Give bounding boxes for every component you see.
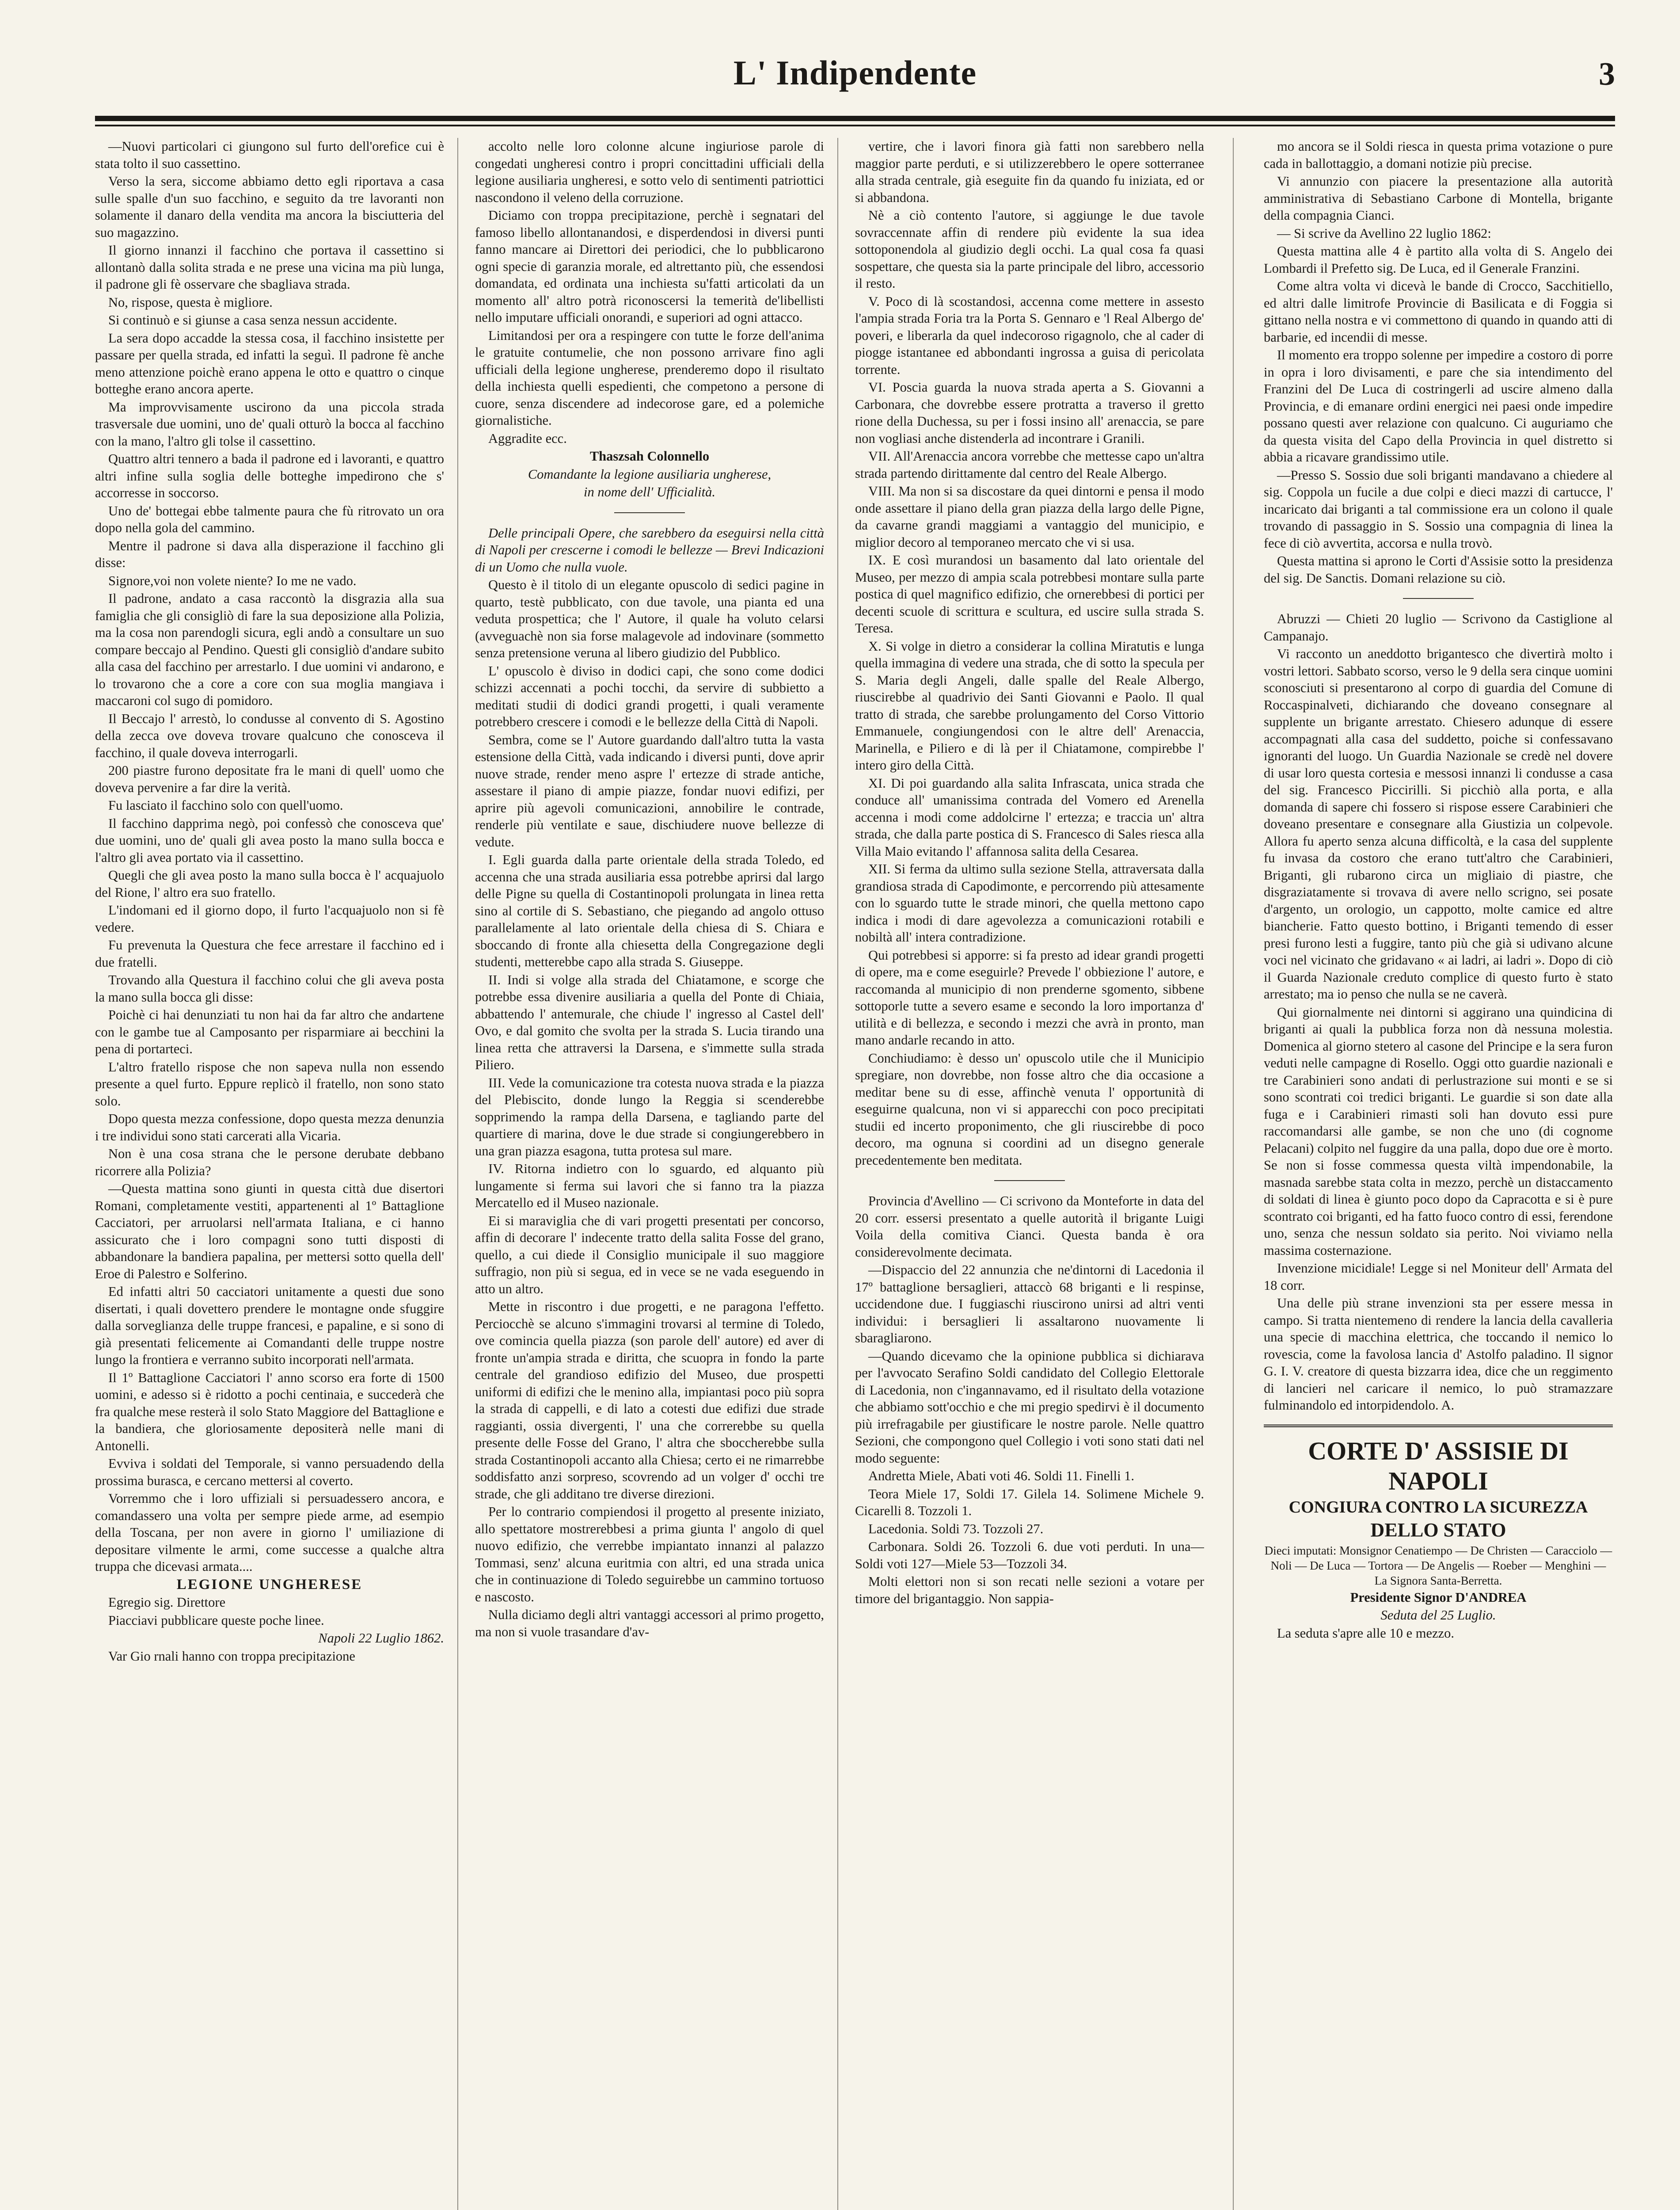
paragraph: Questa mattina alle 4 è partito alla volta di S. Angelo dei Lombardi il Prefetto sig. De Luca, ed il Generale Franzini.: [1264, 244, 1613, 276]
paragraph: accolto nelle loro colonne alcune ingiuriose parole di congedati ungheresi contro i propri concittadini ufficiali della legione ausiliaria ungheresi, e sotto velo di sentimenti patriottici nascondono il veleno della corruzione.: [475, 139, 824, 205]
paragraph: Si continuò e si giunse a casa senza nessun accidente.: [108, 312, 397, 328]
signature-name: Thaszsah Colonnello: [589, 449, 710, 464]
paragraph: Var Gio rnali hanno con troppa precipitazione: [108, 1648, 355, 1664]
paragraph: I. Egli guarda dalla parte orientale della strada Toledo, ed accenna che una strada ausiliaria essa potrebbe aprirsi dal largo delle Pigne su quella di Costantinopoli prolungata in linea retta sino al cortile di S. Sebastiano, che piegando ad angolo ottuso parallelamente al lato orientale della chiesa di S. Chiara e sboccando di fronte alla chiesetta della Congregazione degli studenti, metterebbe capo alla strada S. Giuseppe.: [475, 852, 824, 969]
paragraph: Il 1º Battaglione Cacciatori l' anno scorso era forte di 1500 uomini, e adesso si è ridotto a pochi centinaia, e succederà che fra qualche mese resterà il solo Stato Maggiore del Battaglione e la bandiera, che gloriosamente depositerà nelle mani di Antonelli.: [95, 1370, 444, 1453]
paragraph: IV. Ritorna indietro con lo sguardo, ed alquanto più lungamente si ferma sui lavori che si fanno tra la piazza Mercatello ed il Museo nazionale.: [475, 1161, 824, 1210]
paragraph: IX. E così murandosi un basamento dal lato orientale del Museo, per mezzo di ampia scala potrebbesi montare sulla parte postica di quel magnifico edifizio, che ornerebbesi di portici per decenti scuole di scrittura e scultura, ed uscire sulla strada S. Teresa.: [855, 552, 1204, 636]
column-4: [1264, 138, 1613, 2210]
paragraph: Verso la sera, siccome abbiamo detto egli riportava a casa sulle spalle d'un suo facchino, e seguito da tre lavoranti non solamente il danaro della vendita ma ancora la bisciutteria del suo magazzino.: [95, 174, 444, 240]
paragraph: 200 piastre furono depositate fra le mani di quell' uomo che doveva pervenire a far dire la verità.: [95, 763, 444, 795]
paragraph: Quattro altri tennero a bada il padrone ed i lavoranti, e quattro altri infine sulla soglia delle botteghe impedirono che s' accorresse in soccorso.: [95, 451, 444, 500]
paragraph: Invenzione micidiale! Legge si nel Moniteur dell' Armata del 18 corr.: [1264, 1261, 1613, 1293]
paragraph: Sembra, come se l' Autore guardando dall'altro tutta la vasta estensione della Città, vada indicando i diversi punti, dove aprir nuove strade, render meno aspre l' ertezze di strade antiche, assestare il piano di ampie piazze, fondar nuovi edifizi, per aprire più agevoli comunicazioni, annobilire le contrade, renderle più ventilate e saue, dischiudere nuove bellezze di vedute.: [475, 732, 824, 850]
paragraph: —Dispaccio del 22 annunzia che ne'dintorni di Lacedonia il 17º battaglione bersaglieri, attaccò 68 briganti e li respinse, uccidendone due. I fuggiaschi riuscirono unirsi ad altri venti individui: i bersaglieri li assaltarono nuovamente li sbaragliarono.: [855, 1262, 1204, 1345]
defendants-list: Dieci imputati: Monsignor Cenatiempo — De Christen — Caracciolo — Noli — De Luca — Tortora — De Angelis — Roeber — Menghini — La Signora Santa-Berretta.: [1264, 1543, 1612, 1587]
paragraph: X. Si volge in dietro a considerar la collina Miratutis e lunga quella immagina di vedere una strada, che di sotto la specula per S. Maria degli Angeli, dalle spalle del Reale Albergo, riuscirebbe al quadrivio dei Santi Giovanni e Paolo. Il qual tratto di strada, che sarebbe prolungamento del Corso Vittorio Emmanuele, congiungendosi con le altre dell' Arenaccia, Marinella, e Piliero e di là per il Chiatamone, compirebbe l' intero giro della Città.: [855, 638, 1204, 773]
paragraph: Conchiudiamo: è desso un' opuscolo utile che il Municipio spregiare, non dovrebbe, non fosse altro che dia occasione a meditar bene su di esse, affinchè venuta l' opportunità di eseguirne qualcuna, non vi si apparecchi con poco precipitati studii ed incerto proponimento, che gli riuscirebbe di poco decoro, ma ognuna si coordini ad un disegno generale precedentemente ben meditata.: [855, 1050, 1204, 1168]
paragraph: VII. All'Arenaccia ancora vorrebbe che mettesse capo un'altra strada partendo dirittamente dal centro del Reale Albergo.: [855, 449, 1204, 481]
paragraph: Vi annunzio con piacere la presentazione alla autorità amministrativa di Sebastiano Carbone di Montella, brigante della compagnia Cianci.: [1264, 174, 1613, 223]
court-president: Presidente Signor D'ANDREA: [1350, 1589, 1527, 1605]
paragraph: Non è una cosa strana che le persone derubate debbano ricorrere alla Polizia?: [95, 1146, 444, 1178]
paragraph: Qui potrebbesi si apporre: si fa presto ad idear grandi progetti di opere, ma e come eseguirle? Prevede l' obbiezione l' autore, e raccomanda al municipio di non prenderne sgomento, sibbene sottoporle tutte a severo esame e secondo la loro importanza d' utilità e di bellezza, e secondo i mezzi che avrà in pronto, man mano andarle recando in atto.: [855, 947, 1204, 1048]
paragraph: Poichè ci hai denunziati tu non hai da far altro che andartene con le gambe tue al Camposanto per risparmiare ai becchini la pena di portarteci.: [95, 1007, 444, 1056]
court-heading: CORTE D' ASSISIE DI NAPOLI: [1308, 1436, 1569, 1495]
paragraph: —Presso S. Sossio due soli briganti mandavano a chiedere al sig. Coppola un fucile a due colpi e dieci mazzi di cartucce, l' incaricato dai briganti a tal commissione era un colono il quale trovando di passaggio in S. Sossio una compagnia di linea la fece di ciò avvertita, accorsa e nulla trovò.: [1264, 467, 1613, 551]
column-1: [95, 138, 444, 2210]
paragraph: II. Indi si volge alla strada del Chiatamone, e scorge che potrebbe essa divenire ausiliaria a quella del Ponte di Chiaia, abbattendo l' antemurale, che chiude l' ingresso al Castel dell' Ovo, e dal gomito che svolta per la strada S. Lucia tirando una linea retta che attraversi la Darsena, e s'immette sulla strada Piliero.: [475, 972, 824, 1072]
paragraph: III. Vede la comunicazione tra cotesta nuova strada e la piazza del Plebiscito, donde lungo la Reggia si scenderebbe sopprimendo la rampa della Darsena, e tagliando parte del quartiere di marina, dove le due strade si congiungerebbero in una gran piazza esagona, tutta protesa sul mare.: [475, 1075, 824, 1158]
paragraph: Nulla diciamo degli altri vantaggi accessori al primo progetto, ma non si vuole trasandare d'av-: [475, 1607, 824, 1639]
paragraph: Il momento era troppo solenne per impedire a costoro di porre in opra i loro divisamenti, e pare che sia intendimento del Franzini del De Luca di costringerli ad uscire almeno dalla Provincia, e di emanare ordini energici nei paesi onde impedire possano questi aver relazione con qualcuno. Ci auguriamo che da questa visita del Capo della Provincia in quel distretto si abbia a ricavare grandissimo utile.: [1264, 347, 1613, 465]
paragraph: L'indomani ed il giorno dopo, il furto l'acquajuolo non si fè vedere.: [95, 903, 444, 935]
header-rule-thin: [95, 125, 1615, 126]
paragraph: Il Beccajo l' arrestò, lo condusse al convento di S. Agostino della zecca ove doveva trovare qualcuno che conosceva il facchino, il quale doveva interrogarli.: [95, 711, 444, 760]
paragraph: Vi racconto un aneddotto brigantesco che divertirà molto i vostri lettori. Sabbato scorso, verso le 9 della sera cinque uomini sconosciuti si presentarono al corpo di guardia del Comune di Roccaspinalveti, dichiarando che doveano consegnare al supplente un brigante arrestato. Chiesero adunque di essere accompagnati alla casa del suddetto, poiche si confessavano ignoranti del luogo. Un Guardia Nazionale se credè nel dovere di usar loro questa cortesia e messosi innanzi li condusse a casa del sig. Francesco Piccirilli. Si picchiò alla porta, e alla domanda di sapere chi fossero si rispose essere Carabinieri che doveano presentare e consegnare alla Giustizia un colpevole. Allora fu aperto senza alcuna difficoltà, e la casa del supplente fu invasa da costoro che erano tutt'altro che Carabinieri, Briganti, gli rubarono circa un migliaio di piastre, che disgraziatamente si trovava di avere nello scrigno, sei posate d'argento, un orologio, un cappotto, molte camice ed altre biancherie. Fatto questo bottino, i Briganti temendo di esser presi furono lesti a fuggire, tanto più che già si udivano alcune voci nel vicinato che gridavano « ai ladri, ai ladri ». Dopo di ciò il Guarda Nazionale creduto complice di questo furto è stato arrestato; ma io penso che nulla se ne caverà.: [1264, 646, 1613, 1002]
section-heading: LEGIONE UNGHERESE: [176, 1576, 363, 1593]
paragraph: Qui giornalmente nei dintorni si aggirano una quindicina di briganti ai quali la pubblica forza non dà nessuna molestia. Domenica al giorno stetero al casone del Principe e la sera furon veduti nelle campagne di Rosello. Oggi otto guardie nazionali e tre Carabinieri sono andati di perlustrazione sui monti e se si sono scontrati coi tredici briganti. Le guardie si son date alla fuga e i Carabinieri rimasti soli han dovuto essi pure raccomandarsi alle gambe, se non che uno (di cognome Pelacani) colpito nel fuggire da una palla, dopo due ore è morto. Se non si fosse commessa questa viltà impendonabile, la masnada sarebbe stata colta in mezzo, perchè un distaccamento di soldati di linea è giunto poco dopo da Capracotta e si è pure scontrato coi briganti, ed ha fatto fuoco contro di essi, ferendone uno, senza che nessun soldato sia perito. Noi viviamo nella massima costernazione.: [1264, 1004, 1613, 1258]
paragraph: Lacedonia. Soldi 73. Tozzoli 27.: [868, 1521, 1044, 1536]
paragraph: Molti elettori non si son recati nelle sezioni a votare per timore del brigantaggio. Non sappia-: [855, 1574, 1204, 1606]
paragraph: Come altra volta vi dicevà le bande di Crocco, Sacchitiello, ed altri dalle limitrofe Provincie di Basilicata e di Foggia si gittano nella nostra e vi commettono di quando in quando atti di barbarie, ed incendii di messe.: [1264, 278, 1613, 345]
court-subheading: DELLO STATO: [1370, 1519, 1506, 1541]
paragraph: Questa mattina si aprono le Corti d'Assisie sotto la presidenza del sig. De Sanctis. Domani relazione su ciò.: [1264, 553, 1613, 586]
column-divider: [1233, 138, 1234, 2210]
column-divider: [457, 138, 458, 2210]
paragraph: XII. Si ferma da ultimo sulla sezione Stella, attraversata dalla grandiosa strada di Capodimonte, e percorrendo più attesamente con lo sguardo tutte le strade minori, che quella mettono capo indica i modi di dare agevolezza a comunicazioni rotabili e nobiltà all' intera contradizione.: [855, 861, 1204, 945]
paragraph: Il facchino dapprima negò, poi confessò che conosceva que' due uomini, uno de' quali gli avea posto la mano sulla bocca e l'altro gli avea portato via il cassettino.: [95, 815, 444, 865]
paragraph: Una delle più strane invenzioni sta per essere messa in campo. Si tratta nientemeno di rendere la lancia della cavalleria una specie di macchina elettrica, che toccando il nemico lo rovescia, come la favolosa lancia d' Astolfo paladino. Il signor G. I. V. creatore di questa bizzarra idea, dice che un reggimento di lancieri nel caricare il nemico, lo può stramazzare fulminandolo ed intorpidendolo. A.: [1264, 1296, 1613, 1413]
session-date: Seduta del 25 Luglio.: [1380, 1608, 1496, 1623]
double-divider: [1264, 1425, 1613, 1427]
column-3: [855, 138, 1204, 2210]
paragraph: L'altro fratello rispose che non sapeva nulla non essendo presente a quel furto. Eppure replicò il fratello, non sono stato solo.: [95, 1059, 444, 1109]
paragraph: — Si scrive da Avellino 22 luglio 1862:: [1277, 225, 1491, 241]
paragraph: La sera dopo accadde la stessa cosa, il facchino insistette per passare per quella strada, ed infatti la seguì. Il padrone fè anche meno attenzione poichè erano appena le otto e quattro o cinque botteghe erano ancora aperte.: [95, 330, 444, 396]
paragraph: Teora Miele 17, Soldi 17. Gilela 14. Solimene Michele 9. Cicarelli 8. Tozzoli 1.: [855, 1486, 1204, 1518]
column-2: [475, 138, 824, 2210]
dateline: Napoli 22 Luglio 1862.: [318, 1631, 444, 1646]
book-title: Delle principali Opere, che sarebbero da eseguirsi nella città di Napoli per crescerne i comodi le bellezze — Brevi Indicazioni di un Uomo che nulla vuole.: [475, 525, 824, 575]
newspaper-title: L' Indipendente: [733, 53, 977, 92]
court-subheading: CONGIURA CONTRO LA SICUREZZA: [1289, 1497, 1588, 1517]
divider: [1403, 598, 1474, 599]
masthead: [95, 44, 1615, 115]
divider: [994, 1180, 1065, 1181]
paragraph: VIII. Ma non si sa discostare da quei dintorni e pensa il modo onde assettare il piano della gran piazza della largo delle Pigne, da cavarne grandi maggiami a vantaggio del municipio, e miglior decoro al temporaneo mercato che vi si usa.: [855, 484, 1204, 550]
paragraph: Andretta Miele, Abati voti 46. Soldi 11. Finelli 1.: [868, 1468, 1135, 1483]
paragraph: vertire, che i lavori finora già fatti non sarebbero nella maggior parte perduti, e si utilizzerebbero le opere sotterranee alla strada centrale, già eseguite fin da quando fu iniziata, ed or si abbandona.: [855, 139, 1204, 205]
paragraph: No, rispose, questa è migliore.: [108, 294, 273, 310]
paragraph: Fu lasciato il facchino solo con quell'uomo.: [108, 798, 343, 813]
paragraph: Il padrone, andato a casa raccontò la disgrazia alla sua famiglia che gli consigliò di fare la sua deposizione alla Polizia, ma la cosa non parendogli sicura, egli andò a consultare un suo compare beccajo al Pendino. Questi gli consigliò d'andare subito alla casa del facchino per arrestarlo. I due uomini vi andarono, e lo trovarono che a core a core con sua moglia mangiava i maccaroni col sugo di pomidoro.: [95, 591, 444, 708]
paragraph: Ed infatti altri 50 cacciatori unitamente a questi due sono disertati, i quali dovettero prendere le montagne onde sfuggire dalla sorveglianza delle truppe francesi, e papaline, e si sono di già presentati felicemente ai Comandanti delle truppe nostre lungo la frontiera e verranno subito incorporati nell'armata.: [95, 1284, 444, 1367]
paragraph: Quegli che gli avea posto la mano sulla bocca è l' acquajuolo del Rione, l' altro era suo fratello.: [95, 868, 444, 900]
paragraph: Aggradite ecc.: [488, 431, 567, 446]
header-rule: [95, 116, 1615, 121]
paragraph: —Questa mattina sono giunti in questa città due disertori Romani, completamente vestiti, appartenenti al 1º Battaglione Cacciatori, per arruolarsi nell'armata Italiana, e ci hanno assicurato che i loro compagni sono tutti disposti di abbandonare la bandiera papalina, per mettersi sotto quella dell' Eroe di Palestro e Solferino.: [95, 1181, 444, 1281]
paragraph: Mette in riscontro i due progetti, e ne paragona l'effetto. Perciocchè se alcuno s'immagini trovarsi al termine di Toledo, ove comincia quella piazza (son parole dell' autore) ed aver di fronte un'ampia strada e diritta, che scuopra in fondo la parte centrale del grandioso edifizio del Museo, due prospetti uniformi di edifizi che le menino alla, impiantasi poco più sopra la strada di cappelli, e di lato a cotesti due edifizi due strade raggianti, ossia divergenti, l' una che correrebbe su quella presente delle Fosse del Grano, l' altra che sboccherebbe sulla strada Costantinopoli accanto alla Chiesa; certo ei ne rimarrebbe soddisfatto anzi sorpreso, scovrendo ad un volger d' occhi tre strade, che gli additano tre diverse direzioni.: [475, 1299, 824, 1501]
paragraph: Il giorno innanzi il facchino che portava il cassettino si allontanò dalla solita strada e ne prese una vicina ma più lunga, il padrone gli fè osservare che sbagliava strada.: [95, 243, 444, 292]
paragraph: —Nuovi particolari ci giungono sul furto dell'orefice cui è stata tolto il suo cassettino.: [95, 139, 444, 171]
column-divider: [837, 138, 838, 2210]
paragraph: V. Poco di là scostandosi, accenna come mettere in assesto l'ampia strada Foria tra la Porta S. Gennaro e 'l Real Albergo de' poveri, e liberarla da quel indecoroso rigagnolo, che al cader di piogge istantanee ed abbondanti ingrossa a guisa di pericolata torrente.: [855, 293, 1204, 377]
paragraph: Evviva i soldati del Temporale, si vanno persuadendo della prossima burasca, e cercano mettersi al coverto.: [95, 1456, 444, 1488]
paragraph: Egregio sig. Direttore: [108, 1595, 226, 1610]
paragraph: Piacciavi pubblicare queste poche linee.: [108, 1612, 324, 1628]
paragraph: Limitandosi per ora a respingere con tutte le forze dell'anima le gratuite contumelie, che non possono arrivare fino agli ufficiali della legione ungherese, prenderemo dopo il risultato della inchiesta quelli espedienti, che competono a persone di cuore, senza discendere ad indecorose gare, ed a polemiche giornalistiche.: [475, 328, 824, 428]
paragraph: Questo è il titolo di un elegante opuscolo di sedici pagine in quarto, testè pubblicato, con due tavole, una pianta ed una veduta prospettica; che l' Autore, il quale ha voluto celarsi (avveguachè non sia forse malagevole ad indovinare (sommetto senza pretensione veruna al libero giudizio del Pubblico.: [475, 577, 824, 660]
paragraph: Trovando alla Questura il facchino colui che gli aveva posta la mano sulla bocca gli disse:: [95, 972, 444, 1005]
paragraph: Provincia d'Avellino — Ci scrivono da Monteforte in data del 20 corr. essersi presentato a quelle autorità il brigante Luigi Voila della comitiva Cianci. Questa banda è ora considerevolmente decimata.: [855, 1193, 1204, 1260]
paragraph: Per lo contrario compiendosi il progetto al presente iniziato, allo spettatore mostrerebbesi a prima giunta l' angolo di quel nuovo edifizio, che verrebbe impiantato innanzi al palazzo Tommasi, senz' alcuna euritmia con altri, ed una strada unica che in continuazione di Toledo seguirebbe un cammino tortuoso e nascosto.: [475, 1504, 824, 1604]
paragraph: Ei si maraviglia che di vari progetti presentati per concorso, affin di decorare l' indecente tratto della salita Fosse del grano, quello, a cui diede il Consiglio municipale il suo maggiore suffragio, non più si segua, ed in vece se ne vada eseguendo in atto un altro.: [475, 1213, 824, 1296]
paragraph: Abruzzi — Chieti 20 luglio — Scrivono da Castiglione al Campanajo.: [1264, 611, 1613, 644]
paragraph: Uno de' bottegai ebbe talmente paura che fù ritrovato un ora dopo nella gola del cammino.: [95, 503, 444, 535]
paragraph: mo ancora se il Soldi riesca in questa prima votazione o pure cada in ballottaggio, a domani notizie più precise.: [1264, 139, 1613, 171]
paragraph: XI. Di poi guardando alla salita Infrascata, unica strada che conduce all' umanissima contrada del Vomero ed Arenella accenna i modi come addolcirne l' ertezza; e traccia un' altra strada, che dalla parte postica di S. Francesco di Sales riesca alla Villa Maio evitando l' affannosa salita della Cesarea.: [855, 775, 1204, 859]
signature-title: Comandante la legione ausiliaria ungherese,: [528, 466, 772, 482]
paragraph: Carbonara. Soldi 26. Tozzoli 6. due voti perduti. In una—Soldi voti 127—Miele 53—Tozzoli 34.: [855, 1539, 1204, 1571]
page-number: 3: [1599, 56, 1615, 92]
paragraph: L' opuscolo è diviso in dodici capi, che sono come dodici schizzi accennati a pochi tocchi, da servire di subbietto a meditati studii di dodici grandi progetti, i quali veramente potrebbero crescere i comodi e le bellezze della Città di Napoli.: [475, 663, 824, 729]
divider: [614, 512, 685, 513]
paragraph: Diciamo con troppa precipitazione, perchè i segnatari del famoso libello allontanandosi, e disperdendosi in diversi punti fanno mancare ai Direttori dei periodici, che lo pubblicarono ogni specie di garanzia morale, ed altrettanto più, che essendosi domandata, ed ordinata una inchiesta su'fatti articolati da un momento all' altro potrà riconoscersi la temerità de'libellisti nello imputare ufficiali onorandi, e superiori ad ogni attacco.: [475, 208, 824, 325]
paragraph: VI. Poscia guarda la nuova strada aperta a S. Giovanni a Carbonara, che dovrebbe essere protratta a traverso il gretto rione della Duchessa, su per i fossi insino all' arenaccia, se pare non vogliasi anche distenderla ad incontrare i Granili.: [855, 380, 1204, 446]
paragraph: Fu prevenuta la Questura che fece arrestare il facchino ed i due fratelli.: [95, 937, 444, 970]
paragraph: Vorremmo che i loro uffiziali si persuadessero ancora, e comandassero una volta per sempre piede arme, ad esempio della Toscana, per non avere in giorno l' umiliazione di depositare vilmente le armi, come successe a qualche altra truppa che dicevasi armata....: [95, 1491, 444, 1574]
paragraph: —Quando dicevamo che la opinione pubblica si dichiarava per l'avvocato Serafino Soldi candidato del Collegio Elettorale di Lacedonia, non c'ingannavamo, ed il risultato della votazione che abbiamo sott'occhio e che mi pregio spedirvi è il documento più irrefragabile per giustificare le nostre parole. Nelle quattro Sezioni, che compongono quel Collegio i voti sono stati dati nel modo seguente:: [855, 1348, 1204, 1466]
signature-title: in nome dell' Ufficialità.: [584, 484, 715, 499]
paragraph: Ma improvvisamente uscirono da una piccola strada trasversale due uomini, uno de' quali otturò la bocca al facchino con la mano, l'altro gli tolse il cassettino.: [95, 399, 444, 449]
paragraph: Nè a ciò contento l'autore, si aggiunge le due tavole sovraccennate affin di rendere più evidente la sua idea sottoponendola al giudizio degli occhi. La qual cosa fa quasi sospettare, che questa sia la parte principale del libro, accessorio il resto.: [855, 208, 1204, 291]
paragraph: Dopo questa mezza confessione, dopo questa mezza denunzia i tre individui sono stati carcerati alla Vicaria.: [95, 1111, 444, 1143]
paragraph: La seduta s'apre alle 10 e mezzo.: [1277, 1625, 1454, 1641]
paragraph: Mentre il padrone si dava alla disperazione il facchino gli disse:: [95, 538, 444, 570]
paragraph: Signore,voi non volete niente? Io me ne vado.: [108, 573, 357, 588]
